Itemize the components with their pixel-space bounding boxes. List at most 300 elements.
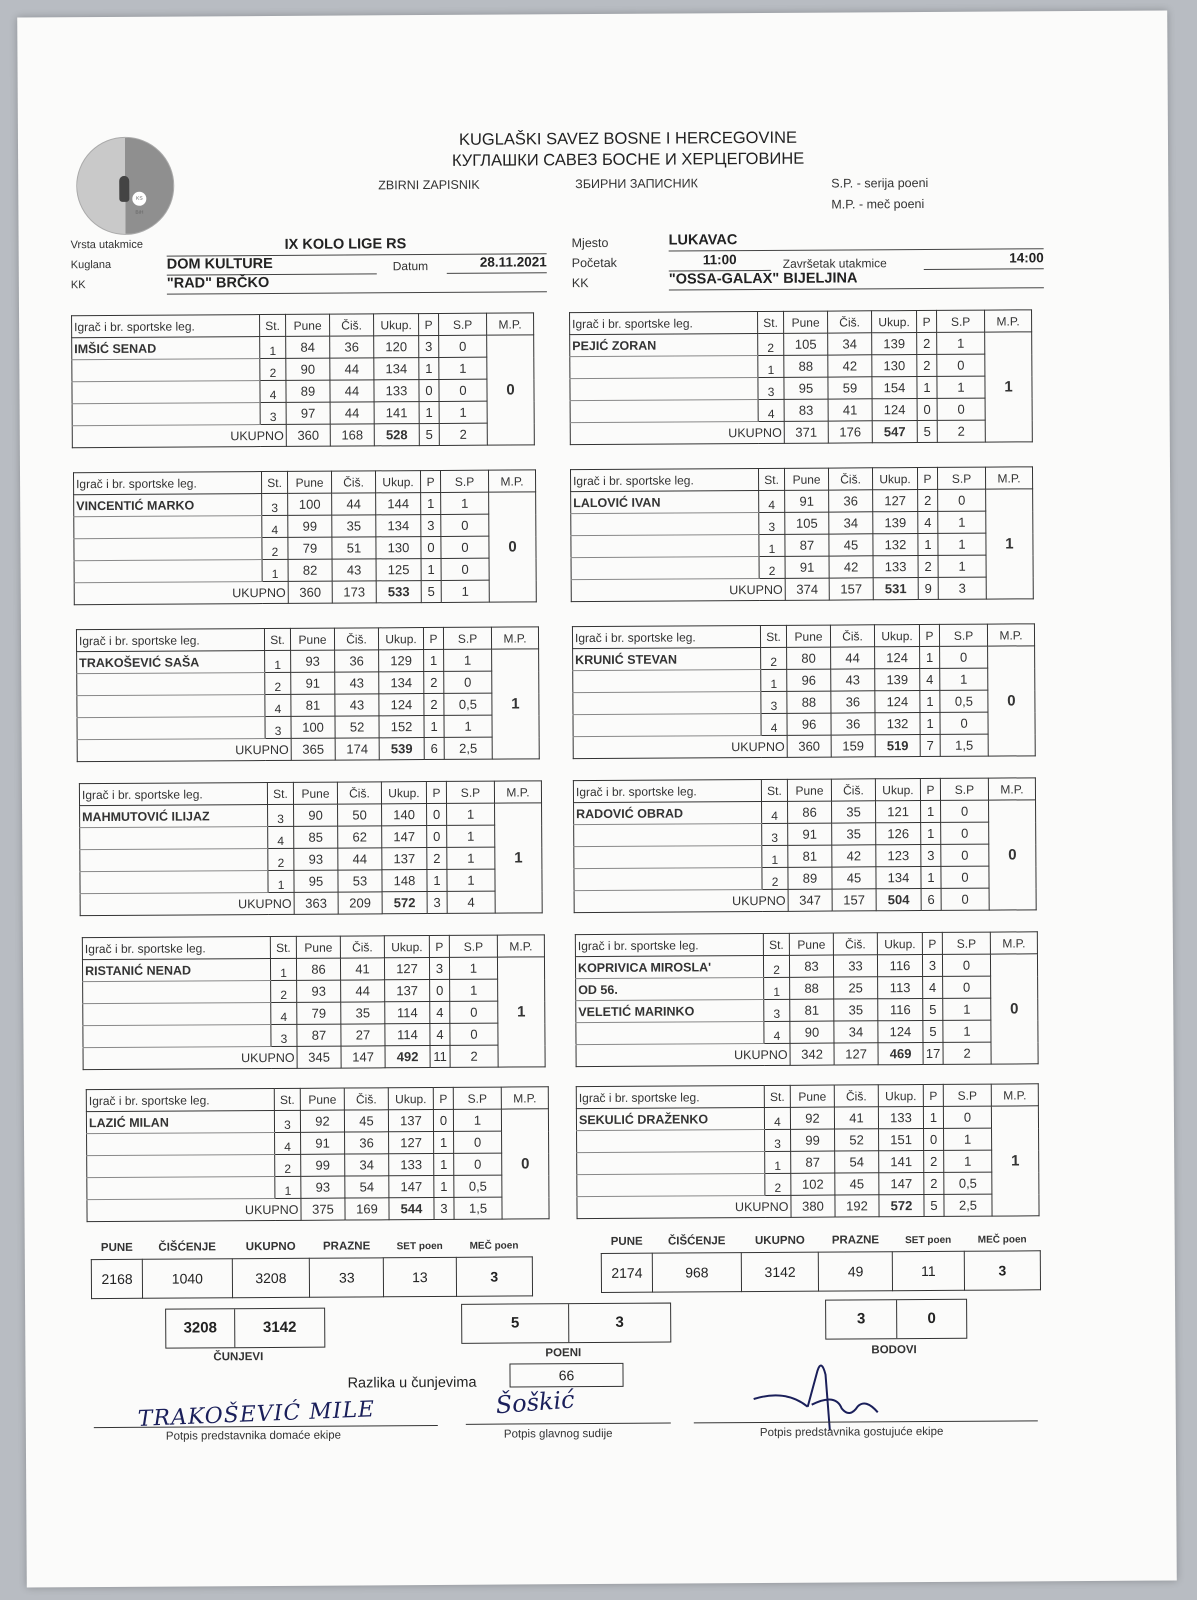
col-st: St. (760, 625, 786, 647)
total-ukup: 539 (379, 738, 424, 760)
mp-value: 0 (988, 646, 1036, 756)
sp-value: 0 (441, 558, 489, 580)
ukup-value: 124 (878, 1021, 923, 1043)
cis-value: 52 (335, 716, 379, 738)
lane-number: 1 (762, 845, 788, 867)
pune-value: 81 (788, 845, 832, 867)
pune-value: 99 (791, 1129, 835, 1151)
sum-home-cis: 1040 (143, 1259, 233, 1299)
total-pune: 360 (288, 581, 332, 603)
cis-value: 36 (345, 1132, 389, 1154)
col-ukup: Ukup. (388, 1088, 433, 1110)
table-row (77, 693, 539, 718)
lane-number: 3 (262, 493, 288, 515)
player-name (574, 845, 762, 868)
lane-number: 2 (763, 955, 789, 977)
ukup-value: 133 (389, 1154, 434, 1176)
cis-value: 36 (330, 336, 374, 358)
kk-away-label: KK (571, 276, 589, 291)
ukup-value: 141 (374, 402, 419, 424)
total-sp: 2 (937, 420, 985, 442)
cis-value: 35 (834, 999, 878, 1021)
ukup-value: 137 (382, 848, 427, 870)
total-row (87, 1197, 549, 1222)
mjesto-value: LUKAVAC (668, 232, 738, 249)
total-ukup: 504 (876, 889, 921, 911)
cunjevi-home: 3208 (166, 1309, 235, 1347)
table-row (80, 869, 542, 894)
p-value: 1 (917, 376, 937, 398)
col-igrac: Igrač i br. sportske leg. (82, 936, 270, 959)
away-sign-caption: Potpis predstavnika gostujuće ekipe (759, 1425, 944, 1440)
kuglana-value: DOM KULTURE (166, 255, 273, 273)
sp-value: 0,5 (940, 690, 988, 712)
col-mp: M.P. (487, 313, 534, 335)
cunjevi-label: ČUNJEVI (213, 1351, 264, 1364)
sp-value: 0 (943, 1106, 991, 1128)
col-st: St. (267, 782, 293, 804)
col-p: P (419, 313, 439, 335)
sp-value: 0 (450, 1023, 498, 1045)
sp-value: 1 (439, 401, 487, 423)
total-p: 5 (421, 580, 441, 602)
cis-value: 44 (330, 402, 374, 424)
lane-number: 3 (759, 512, 785, 534)
sp-value: 1 (944, 1128, 992, 1150)
score-sheet (17, 11, 1177, 1588)
p-value: 2 (427, 847, 447, 869)
p-value: 1 (921, 800, 941, 822)
away-player-table (576, 1083, 1040, 1219)
table-row (576, 1106, 1038, 1131)
player-name (77, 717, 265, 740)
datum-label: Datum (392, 259, 429, 274)
p-value: 1 (920, 690, 940, 712)
total-pune: 375 (301, 1198, 345, 1220)
ukup-value: 133 (374, 380, 419, 402)
sp-value: 1 (447, 847, 495, 869)
p-value: 0 (430, 979, 450, 1001)
mp-value: 1 (991, 1106, 1039, 1216)
mp-value: 0 (489, 492, 537, 602)
cis-value: 42 (832, 845, 876, 867)
pune-value: 95 (784, 377, 828, 399)
lane-number: 3 (271, 1024, 297, 1046)
ukupno-label: UKUPNO (74, 581, 288, 604)
table-row (574, 866, 1036, 891)
mp-value: 1 (495, 803, 543, 913)
sp-value: 0 (943, 976, 991, 998)
sp-value: 0 (441, 536, 489, 558)
cis-value: 54 (345, 1176, 389, 1198)
pocetak-value: 11:00 (702, 252, 737, 268)
table-row (80, 803, 542, 828)
col-p: P (923, 1084, 943, 1106)
p-value: 5 (923, 998, 943, 1020)
table-row (72, 335, 534, 360)
col-igrac: Igrač i br. sportske leg. (573, 779, 761, 802)
sp-value: 0 (439, 335, 487, 357)
cis-value: 36 (829, 490, 873, 512)
table-row (577, 1128, 1039, 1153)
lane-number: 1 (761, 669, 787, 691)
pune-value: 100 (291, 716, 335, 738)
total-sp: 1 (441, 580, 489, 602)
player-name (72, 359, 260, 382)
razlika-value: 66 (509, 1363, 623, 1388)
ukup-value: 120 (374, 336, 419, 358)
player-name (83, 1002, 271, 1025)
table-row (72, 379, 534, 404)
pune-value: 88 (784, 355, 828, 377)
sp-value: 0,5 (944, 1172, 992, 1194)
lane-number: 4 (265, 694, 291, 716)
ukup-value: 130 (376, 537, 421, 559)
total-row (77, 737, 539, 762)
player-name (577, 1173, 765, 1196)
sp-value: 0 (941, 800, 989, 822)
bodovi-label: BODOVI (871, 1344, 917, 1357)
total-p: 3 (434, 1197, 454, 1219)
p-value: 0 (419, 379, 439, 401)
sp-value: 0 (441, 514, 489, 536)
cis-value: 53 (338, 870, 382, 892)
pune-value: 105 (785, 512, 829, 534)
table-row (74, 558, 536, 583)
player-name (80, 849, 268, 872)
table-row (575, 954, 1037, 979)
pune-value: 105 (784, 333, 828, 355)
cis-value: 43 (831, 669, 875, 691)
p-value: 1 (424, 715, 444, 737)
table-row (80, 847, 542, 872)
pune-value: 87 (297, 1024, 341, 1046)
player-name: MAHMUTOVIĆ ILIJAZ (80, 805, 268, 828)
player-name: VELETIĆ MARINKO (576, 999, 764, 1022)
total-sp: 0 (941, 888, 989, 910)
mp-value: 1 (985, 332, 1033, 442)
ukup-value: 139 (873, 512, 918, 534)
player-name (74, 560, 262, 583)
ukupno-label: UKUPNO (577, 1195, 791, 1218)
pune-value: 86 (788, 801, 832, 823)
player-name (574, 823, 762, 846)
col-mp: M.P. (990, 932, 1037, 954)
cis-value: 62 (338, 826, 382, 848)
table-row (87, 1131, 549, 1156)
col-igrac: Igrač i br. sportske leg. (572, 625, 760, 648)
player-name (573, 691, 761, 714)
mjesto-line (669, 230, 1044, 251)
col-igrac: Igrač i br. sportske leg. (72, 315, 260, 338)
ukup-value: 114 (385, 1002, 430, 1024)
subtitle-latin: ZBIRNI ZAPISNIK (378, 177, 480, 193)
lane-number: 1 (262, 559, 288, 581)
cis-value: 34 (834, 1021, 878, 1043)
ukup-value: 123 (876, 845, 921, 867)
ukup-value: 147 (382, 826, 427, 848)
col-sp: S.P (942, 932, 990, 954)
col-st: St. (270, 936, 296, 958)
pune-value: 80 (787, 647, 831, 669)
total-pune: 345 (297, 1046, 341, 1068)
total-ukup: 572 (382, 892, 427, 914)
p-value: 0 (433, 1109, 453, 1131)
total-pune: 360 (286, 424, 330, 446)
sum-home-set: 13 (384, 1257, 456, 1296)
lane-number: 2 (275, 1154, 301, 1176)
col-pune: Pune (784, 311, 828, 333)
p-value: 2 (424, 671, 444, 693)
pune-value: 100 (288, 493, 332, 515)
ukup-value: 134 (374, 358, 419, 380)
vrsta-line (167, 235, 547, 256)
lane-number: 2 (262, 537, 288, 559)
cis-value: 41 (834, 1107, 878, 1129)
sp-value: 1 (938, 555, 986, 577)
ukupno-label: UKUPNO (87, 1198, 301, 1221)
p-value: 1 (923, 1106, 943, 1128)
sp-value: 1 (938, 511, 986, 533)
total-cis: 157 (829, 578, 873, 600)
table-row (570, 332, 1032, 357)
col-ukup: Ukup. (384, 936, 429, 958)
cis-value: 36 (831, 691, 875, 713)
lane-number: 3 (764, 999, 790, 1021)
player-name: RADOVIĆ OBRAD (574, 801, 762, 824)
sp-value: 1 (938, 533, 986, 555)
kk-home-label: KK (70, 279, 86, 292)
lane-number: 3 (761, 691, 787, 713)
total-pune: 347 (788, 889, 832, 911)
lane-number: 1 (268, 870, 294, 892)
ukup-value: 134 (379, 672, 424, 694)
pune-value: 92 (300, 1110, 344, 1132)
sum-home-ukupno: 3208 (232, 1258, 310, 1297)
col-pune: Pune (786, 625, 830, 647)
pune-value: 89 (788, 867, 832, 889)
player-name (570, 356, 758, 379)
col-ukup: Ukup. (872, 311, 917, 333)
total-pune: 380 (791, 1195, 835, 1217)
col-cis: Čiš. (828, 311, 872, 333)
table-row (570, 354, 1032, 379)
col-ukup: Ukup. (874, 625, 919, 647)
col-pune: Pune (287, 471, 331, 493)
mp-value: 1 (986, 489, 1034, 599)
total-cis: 157 (832, 889, 876, 911)
pune-value: 81 (790, 999, 834, 1021)
ukupno-label: UKUPNO (570, 421, 784, 444)
lane-number: 2 (765, 1173, 791, 1195)
player-name (72, 403, 260, 426)
lane-number: 2 (758, 333, 784, 355)
table-row (77, 649, 539, 674)
total-row (573, 734, 1035, 759)
lane-number: 2 (761, 647, 787, 669)
cis-value: 35 (341, 1002, 385, 1024)
total-p: 5 (917, 420, 937, 442)
lane-number: 1 (270, 958, 296, 980)
sum-h-prazne: PRAZNE (831, 1234, 880, 1247)
home-player-table (71, 312, 535, 448)
col-mp: M.P. (497, 935, 544, 957)
cis-value: 41 (340, 958, 384, 980)
cis-value: 41 (828, 399, 872, 421)
table-row (72, 401, 534, 426)
total-row (74, 580, 536, 605)
ukup-value: 152 (379, 716, 424, 738)
cis-value: 52 (835, 1129, 879, 1151)
col-mp: M.P. (988, 778, 1035, 800)
pune-value: 93 (294, 848, 338, 870)
total-p: 6 (424, 737, 444, 759)
away-player-table (575, 931, 1039, 1067)
col-pune: Pune (784, 468, 828, 490)
lane-number: 4 (758, 399, 784, 421)
pune-value: 91 (785, 556, 829, 578)
pune-value: 84 (286, 336, 330, 358)
total-ukup: 544 (389, 1198, 434, 1220)
col-mp: M.P. (491, 627, 538, 649)
sp-value: 1 (441, 492, 489, 514)
col-p: P (917, 467, 937, 489)
table-row (87, 1175, 549, 1200)
poeni-box (461, 1303, 671, 1344)
ukupno-label: UKUPNO (573, 735, 787, 758)
sp-value: 0 (941, 866, 989, 888)
sp-value: 1 (450, 979, 498, 1001)
poeni-away: 3 (615, 1313, 624, 1331)
table-row (573, 690, 1035, 715)
kk-away-value: "OSSA-GALAX" BIJELJINA (668, 270, 858, 288)
player-name: SEKULIĆ DRAŽENKO (576, 1107, 764, 1130)
sp-value: 0 (938, 489, 986, 511)
total-p: 11 (430, 1045, 450, 1067)
legend-mp: M.P. - meč poeni (831, 196, 925, 212)
sp-value: 1 (447, 869, 495, 891)
table-row (74, 536, 536, 561)
ukup-value: 139 (872, 333, 917, 355)
col-sp: S.P (443, 627, 491, 649)
col-pune: Pune (293, 782, 337, 804)
total-ukup: 519 (875, 735, 920, 757)
total-pune: 342 (790, 1043, 834, 1065)
lane-number: 4 (764, 1021, 790, 1043)
lane-number: 1 (260, 336, 286, 358)
mp-value: 1 (497, 957, 545, 1067)
ukup-value: 147 (879, 1173, 924, 1195)
p-value: 1 (419, 357, 439, 379)
ukup-value: 116 (878, 999, 923, 1021)
total-p: 6 (921, 888, 941, 910)
p-value: 0 (924, 1128, 944, 1150)
player-name: LALOVIĆ IVAN (571, 491, 759, 514)
col-p: P (426, 781, 446, 803)
col-mp: M.P. (985, 310, 1032, 332)
total-sp: 2 (943, 1042, 991, 1064)
p-value: 3 (921, 844, 941, 866)
cis-value: 27 (341, 1024, 385, 1046)
table-row (82, 957, 544, 982)
total-pune: 365 (291, 738, 335, 760)
p-value: 2 (424, 693, 444, 715)
pune-value: 81 (291, 694, 335, 716)
table-row (571, 489, 1033, 514)
p-value: 1 (920, 712, 940, 734)
sp-value: 0 (444, 671, 492, 693)
col-sp: S.P (943, 1084, 991, 1106)
zavrsetak-line (924, 250, 1044, 270)
col-sp: S.P (449, 935, 497, 957)
sp-value: 1 (937, 332, 985, 354)
table-row (577, 1150, 1039, 1175)
sp-value: 1 (447, 803, 495, 825)
mp-value: 0 (487, 335, 535, 445)
home-player-table (82, 934, 546, 1070)
total-ukup: 469 (878, 1043, 923, 1065)
col-cis: Čiš. (330, 314, 374, 336)
table-row (576, 998, 1038, 1023)
col-p: P (917, 310, 937, 332)
col-mp: M.P. (985, 467, 1032, 489)
cis-value: 36 (335, 650, 379, 672)
sum-h-cis: ČIŠĆENJE (158, 1241, 216, 1254)
total-sp: 2,5 (944, 1194, 992, 1216)
col-p: P (423, 627, 443, 649)
p-value: 1 (921, 866, 941, 888)
player-name (571, 557, 759, 580)
col-cis: Čiš. (331, 471, 375, 493)
pune-value: 99 (288, 515, 332, 537)
player-name (576, 1021, 764, 1044)
total-sp: 4 (447, 891, 495, 913)
col-st: St. (764, 1085, 790, 1107)
pune-value: 93 (297, 980, 341, 1002)
total-cis: 159 (831, 735, 875, 757)
p-value: 3 (419, 335, 439, 357)
p-value: 2 (917, 332, 937, 354)
col-ukup: Ukup. (374, 314, 419, 336)
judge-signature: Šoškić (494, 1385, 576, 1420)
p-value: 2 (924, 1172, 944, 1194)
p-value: 2 (924, 1150, 944, 1172)
ukup-value: 114 (385, 1024, 430, 1046)
ukup-value: 133 (873, 556, 918, 578)
away-player-table (569, 309, 1033, 445)
ukup-value: 121 (876, 801, 921, 823)
col-igrac: Igrač i br. sportske leg. (73, 472, 261, 495)
col-igrac: Igrač i br. sportske leg. (79, 783, 267, 806)
vrsta-label: Vrsta utakmice (70, 238, 143, 252)
player-name (570, 400, 758, 423)
sp-value: 0 (454, 1153, 502, 1175)
col-sp: S.P (446, 781, 494, 803)
cis-value: 43 (335, 694, 379, 716)
col-pune: Pune (789, 933, 833, 955)
pocetak-line (669, 252, 771, 272)
pune-value: 91 (785, 490, 829, 512)
away-player-table (573, 777, 1037, 913)
p-value: 3 (922, 954, 942, 976)
col-ukup: Ukup. (375, 471, 420, 493)
table-row (576, 1020, 1038, 1045)
total-pune: 374 (785, 578, 829, 600)
ukup-value: 140 (382, 804, 427, 826)
ukup-value: 132 (875, 713, 920, 735)
table-row (74, 514, 536, 539)
sp-value: 1 (943, 998, 991, 1020)
